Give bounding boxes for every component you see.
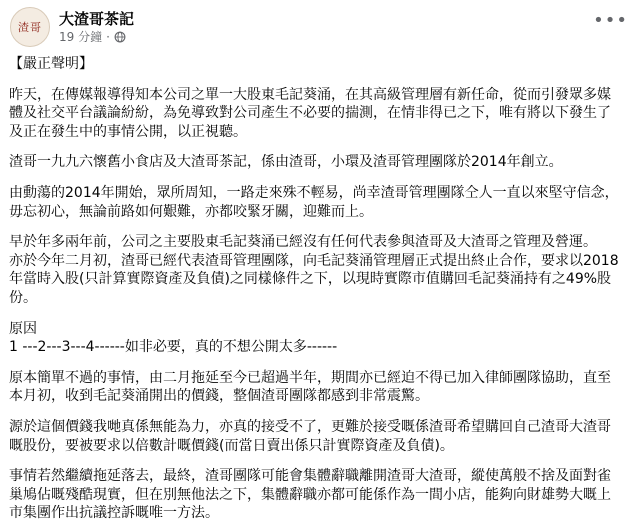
paragraph-gap [9,221,625,233]
post-text-line: 份。 [9,289,37,306]
post-timestamp[interactable]: 19 分鐘 [59,29,103,44]
post-text-line: 嘅股份，要被要求以倍數計嘅價錢(而當日賣出係只計實際資產及負債)。 [9,437,454,454]
avatar[interactable]: 渣哥 [10,7,50,47]
paragraph-gap [9,172,625,184]
post-text-line: 巢鳩佔嘅殘酷現實，但在別無他法之下，集體辭職亦都可能係作為一間小店，能夠向財雄勢大嘅上 [9,486,611,503]
post-text-line: 及正在發生中的事情公開，以正視聽。 [9,123,247,140]
post-text-line: 原因 [9,320,37,337]
post-text-line: 市集團作出抗議控訴嘅唯一方法。 [9,505,219,522]
separator-dot: · [106,29,110,44]
post-text-line: 年當時入股(只計算實際資產及負債)之同樣條件之下，以現時實際市值購回毛記葵涌持有之49%股 [9,271,612,288]
post-text-line: 【嚴正聲明】 [9,56,93,72]
post-body [9,55,625,523]
post-text-line: 體及社交平台議論紛紛，為免導致對公司產生不必要的揣測，在情非得已之下，唯有將以下發生了 [9,105,611,122]
post-text-line: 毋忘初心，無論前路如何艱難，亦都咬緊牙關，迎難而上。 [9,203,373,220]
post-text-line: 1 ---2---3---4------如非必要，真的不想公開太多------ [9,339,338,356]
paragraph-gap [9,357,625,369]
more-options-icon[interactable]: ••• [593,10,628,31]
post-text-line: 源於這個價錢我哋真係無能為力，亦真的接受不了，更難於接受嘅係渣哥希望購回自己渣哥大渣哥 [9,418,611,435]
globe-icon[interactable] [114,31,126,43]
post-text-line: 事情若然繼續拖延落去，最終，渣哥團隊可能會集體辭職離開渣哥大渣哥，縱使萬般不捨及面對雀 [9,468,611,485]
post-text-line: 昨天，在傳媒報導得知本公司之單一大股東毛記葵涌，在其高級管理層有新任命，從而引發眾多媒 [9,86,611,103]
paragraph-gap [9,406,625,418]
post-header [10,7,134,47]
post-subline [59,29,134,45]
page-name-link[interactable]: 大渣哥茶記 [59,9,135,28]
paragraph-gap [9,455,625,467]
post-text-line: 亦於今年二月初，渣哥已經代表渣哥管理團隊，向毛記葵涌管理層正式提出終止合作，要求以2018 [9,252,619,269]
post-meta [59,10,134,45]
post-text-line: 由動蕩的2014年開始，眾所周知，一路走來殊不輕易，尚幸渣哥管理團隊仝人一直以來堅守信念， [9,184,619,201]
post-text-line: 原本簡單不過的事情，由二月拖延至今已超過半年，期間亦已經迫不得已加入律師團隊協助，直至 [9,369,611,386]
paragraph-gap [9,74,625,86]
paragraph-gap [9,308,625,320]
post-text-line: 早於年多兩年前，公司之主要股東毛記葵涌已經沒有任何代表參與渣哥及大渣哥之管理及營運。 [9,234,597,251]
post-text-line: 渣哥一九九六懷舊小食店及大渣哥茶記，係由渣哥，小環及渣哥管理團隊於2014年創立。 [9,154,563,171]
post-text-line: 本月初，收到毛記葵涌開出的價錢，整個渣哥團隊都感到非常震驚。 [9,388,429,405]
paragraph-gap [9,141,625,153]
